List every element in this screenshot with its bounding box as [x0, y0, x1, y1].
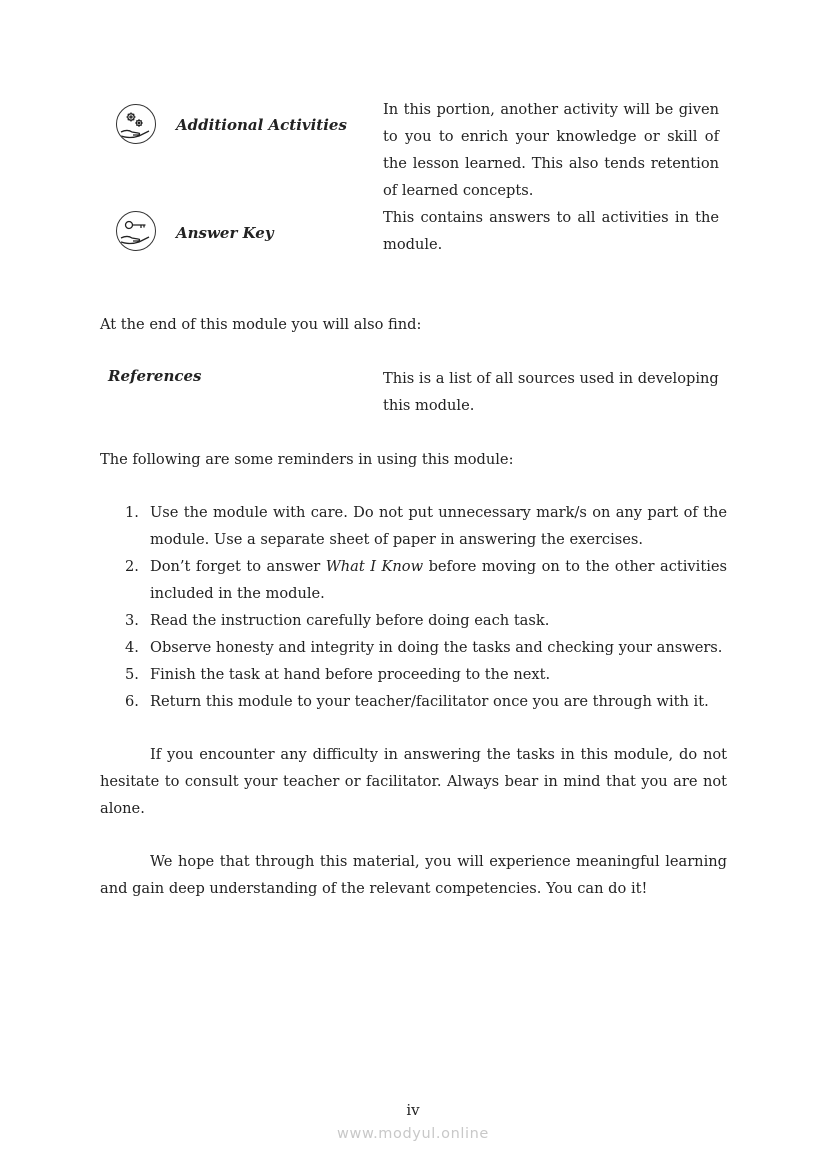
reminders-intro: The following are some reminders in using this module: — [100, 451, 514, 468]
section-description-additional-activities: In this portion, another activity will be given to you to enrich your knowledge or skill of the lesson learned. This also tends retention of learned concepts. — [383, 101, 719, 199]
list-item: 1. Use the module with care. Do not put unnecessary mark/s on any part of the module. Use a separate sheet of paper in answering the exercises. — [125, 504, 727, 548]
key-hand-icon — [116, 211, 156, 251]
list-item: 3. Read the instruction carefully before doing each task. — [125, 612, 550, 629]
watermark: www.modyul.online — [337, 1126, 489, 1142]
list-item: 4. Observe honesty and integrity in doing the tasks and checking your answers. — [125, 639, 723, 656]
list-item: 6. Return this module to your teacher/facilitator once you are through with it. — [125, 693, 709, 710]
section-title-additional-activities: Additional Activities — [176, 116, 347, 134]
gears-hand-icon — [116, 104, 156, 144]
references-title: References — [108, 367, 202, 385]
list-item: 2. Don’t forget to answer What I Know before moving on to the other activities included in the module. — [125, 558, 727, 602]
section-description-answer-key: This contains answers to all activities in the module. — [383, 209, 719, 253]
section-title-answer-key: Answer Key — [176, 224, 274, 242]
end-of-module-intro: At the end of this module you will also find: — [100, 316, 422, 333]
what-i-know-emphasis: What I Know — [325, 558, 424, 575]
difficulty-paragraph: If you encounter any difficulty in answering the tasks in this module, do not hesitate to consult your teacher or facilitator. Always bear in mind that you are not alone. — [100, 746, 727, 817]
reminders-list — [125, 499, 727, 715]
page-number: iv — [406, 1101, 420, 1119]
closing-paragraph: We hope that through this material, you will experience meaningful learning and gain deep understanding of the relevant competencies. You can do it! — [100, 853, 727, 897]
list-item: 5. Finish the task at hand before proceeding to the next. — [125, 666, 551, 683]
references-description: This is a list of all sources used in developing this module. — [383, 370, 719, 414]
